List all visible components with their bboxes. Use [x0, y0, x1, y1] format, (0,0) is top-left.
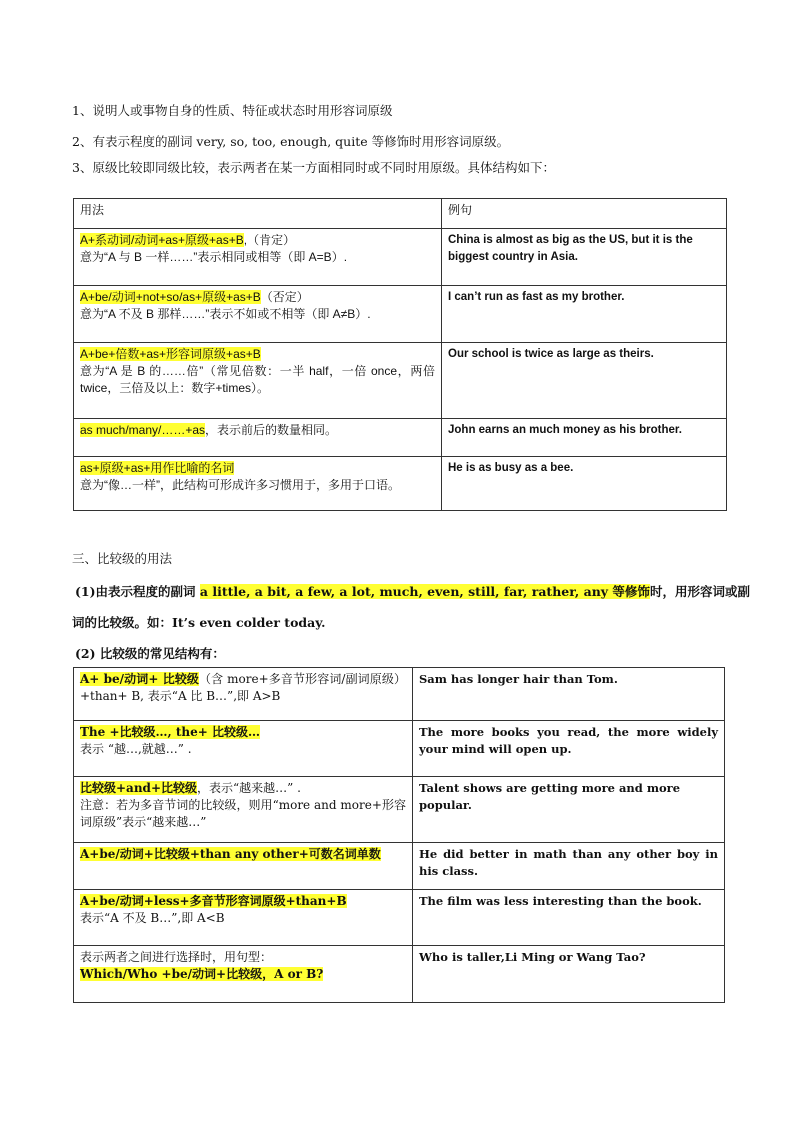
comparative-table [73, 667, 725, 1003]
table-row [74, 946, 725, 1003]
example-cell: The film was less interesting than the book. [413, 890, 725, 946]
usage-cell [74, 777, 413, 843]
positive-degree-table [73, 198, 727, 511]
usage-cell [74, 343, 442, 419]
pattern-highlight: as+原级+as+用作比喻的名词 [80, 461, 235, 475]
pattern-highlight: A+be/动词+not+so/as+原级+as+B [80, 290, 261, 304]
comparative-rule-line2: 词的比较级。如：It’s even colder today. [72, 615, 326, 630]
pattern-desc: ，表示“越来越…” . [197, 781, 301, 795]
pattern-highlight: as much/many/……+as [80, 423, 206, 437]
example-cell: He did better in math than any other boy in his class. [413, 843, 725, 890]
table-row [74, 286, 727, 343]
table-row [74, 777, 725, 843]
example-cell: The more books you read, the more widely your mind will open up. [413, 721, 725, 777]
rule-prefix: (1)由表示程度的副词 [75, 584, 200, 599]
table-row [74, 890, 725, 946]
pattern-note: （否定） [260, 290, 309, 304]
usage-cell [74, 457, 442, 511]
section-heading: 三、比较级的用法 [72, 551, 173, 566]
usage-cell [74, 890, 413, 946]
pattern-desc: 意为“A 与 B 一样……”表示相同或相等（即 A=B）. [80, 250, 348, 264]
example-cell: I can’t run as fast as my brother. [442, 286, 727, 343]
example-cell: He is as busy as a bee. [442, 457, 727, 511]
usage-cell [74, 229, 442, 286]
table-row [74, 229, 727, 286]
usage-cell [74, 843, 413, 890]
pattern-highlight: A+be/动词+less+多音节形容词原级+than+B [80, 894, 347, 908]
table-row [74, 419, 727, 457]
usage-cell [74, 668, 413, 721]
structures-intro: (2) 比较级的常见结构有： [75, 646, 225, 661]
pattern-highlight: The +比较级…, the+ 比较级… [80, 725, 261, 739]
usage-cell [74, 286, 442, 343]
table-row [74, 843, 725, 890]
pattern-desc: 意为“A 是 B 的……倍”（常见倍数：一半 half，一倍 once，两倍 twice，三倍及以上：数字+times）。 [80, 364, 435, 395]
pattern-highlight: A+be/动词+比较级+than any other+可数名词单数 [80, 847, 381, 861]
pattern-desc: （含 more+多音节形容词/副词原级）+than+ B, 表示“A 比 B…”,即 A>B [80, 672, 407, 703]
pattern-desc: 表示“A 不及 B…”,即 A<B [80, 911, 225, 925]
pattern-note: 注意：若为多音节词的比较级，则用“more and more+形容词原级”表示“越来越…” [80, 798, 406, 829]
pattern-highlight: Which/Who +be/动词+比较级，A or B? [80, 967, 324, 981]
usage-cell [74, 946, 413, 1003]
comparative-rule-line1 [75, 583, 750, 601]
table-row [74, 457, 727, 511]
pattern-highlight: A+系动词/动词+as+原级+as+B [80, 233, 244, 247]
pattern-desc: 表示 “越…,就越…” . [80, 742, 192, 756]
pattern-highlight: 比较级+and+比较级 [80, 781, 198, 795]
header-example: 例句 [442, 199, 727, 229]
intro-item-3: 3、原级比较即同级比较，表示两者在某一方面相同时或不同时用原级。具体结构如下： [72, 160, 555, 175]
pattern-highlight: A+be+倍数+as+形容词原级+as+B [80, 347, 261, 361]
pattern-lead: 表示两者之间进行选择时，用句型： [80, 950, 273, 964]
pattern-note: ,（肯定） [243, 233, 296, 247]
table-row [74, 343, 727, 419]
example-cell: John earns an much money as his brother. [442, 419, 727, 457]
pattern-note: ，表示前后的数量相同。 [205, 423, 338, 437]
header-usage: 用法 [74, 199, 442, 229]
example-cell: Our school is twice as large as theirs. [442, 343, 727, 419]
example-cell: Talent shows are getting more and more popular. [413, 777, 725, 843]
table-header-row [74, 199, 727, 229]
rule-suffix: 时，用形容词或副 [649, 584, 750, 599]
intro-item-1: 1、说明人或事物自身的性质、特征或状态时用形容词原级 [72, 103, 393, 118]
rule-highlight: a little, a bit, a few, a lot, much, even, still, far, rather, any 等修饰 [199, 584, 650, 599]
table-row [74, 668, 725, 721]
example-cell: Who is taller,Li Ming or Wang Tao? [413, 946, 725, 1003]
example-cell: China is almost as big as the US, but it is the biggest country in Asia. [442, 229, 727, 286]
pattern-desc: 意为“像…一样”，此结构可形成许多习惯用于，多用于口语。 [80, 478, 400, 492]
usage-cell [74, 419, 442, 457]
intro-item-2: 2、有表示程度的副词 very, so, too, enough, quite 等修饰时用形容词原级。 [72, 134, 510, 149]
example-cell: Sam has longer hair than Tom. [413, 668, 725, 721]
pattern-highlight: A+ be/动词+ 比较级 [80, 672, 200, 686]
usage-cell [74, 721, 413, 777]
pattern-desc: 意为“A 不及 B 那样……”表示不如或不相等（即 A≠B）. [80, 307, 371, 321]
table-row [74, 721, 725, 777]
